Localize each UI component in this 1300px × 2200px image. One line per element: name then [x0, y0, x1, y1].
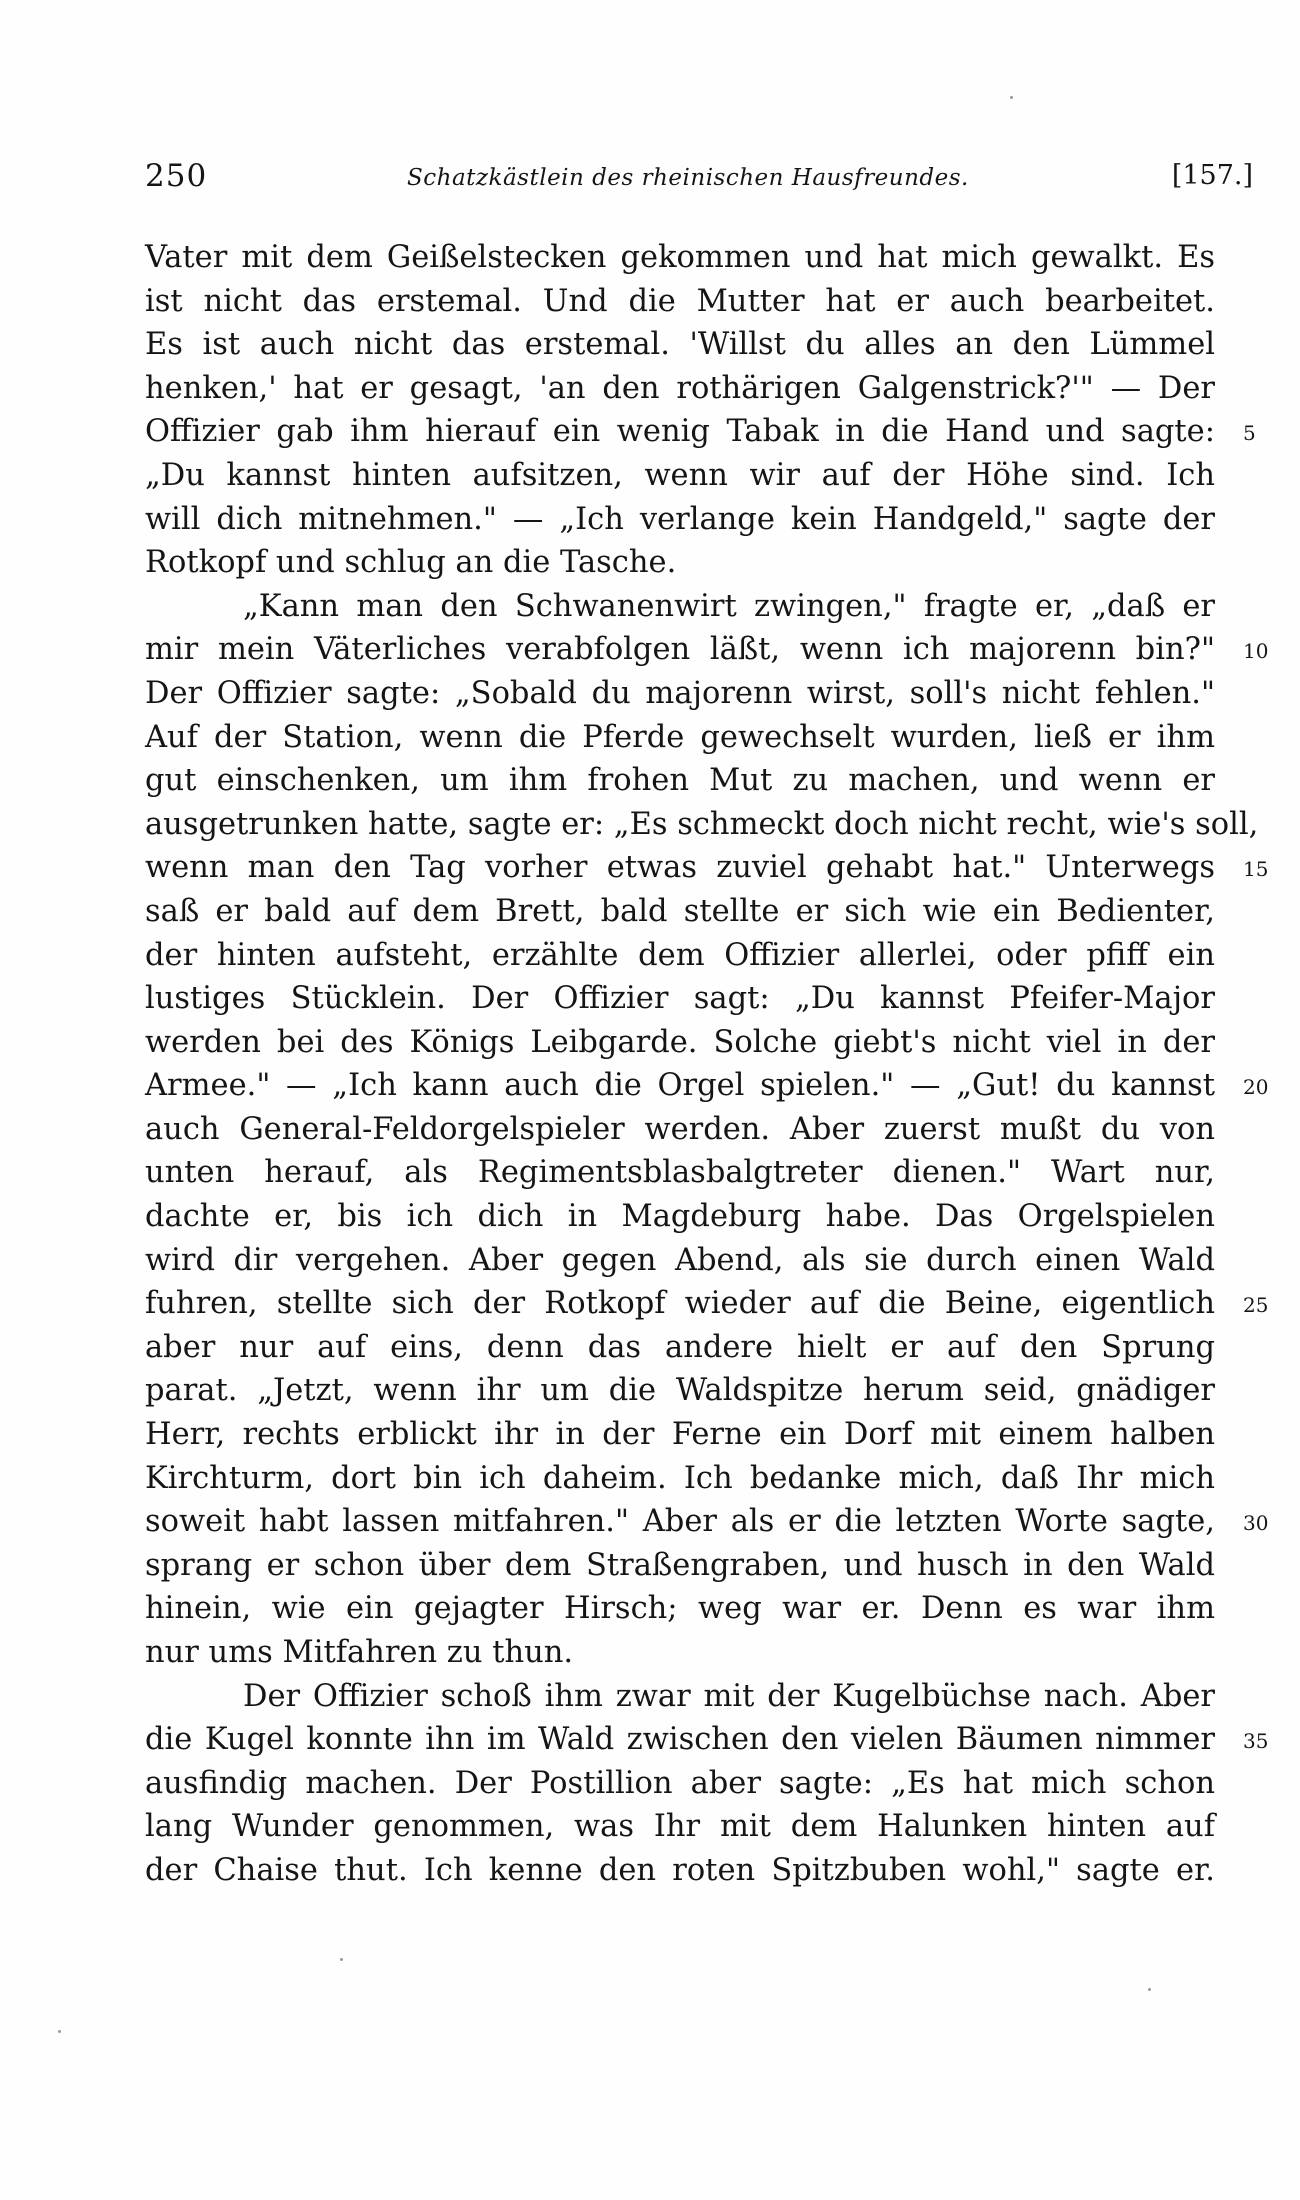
text-line [145, 1544, 1215, 1588]
text-line [145, 280, 1215, 324]
text-line [145, 1413, 1215, 1457]
line-text: Armee." — „Ich kann auch die Orgel spielen." — „Gut! du kannst [145, 1068, 1215, 1104]
text-line [145, 454, 1215, 498]
line-text: gut einschenken, um ihm frohen Mut zu machen, und wenn er [145, 763, 1215, 799]
text-line [145, 1762, 1215, 1806]
text-line [145, 1500, 1269, 1544]
text-line [145, 1675, 1215, 1719]
line-text: ausfindig machen. Der Postillion aber sagte: „Es hat mich schon [145, 1765, 1215, 1801]
line-text: wird dir vergehen. Aber gegen Abend, als sie durch einen Wald [145, 1242, 1215, 1278]
line-text: hinein, wie ein gejagter Hirsch; weg war er. Denn es war ihm [145, 1591, 1215, 1627]
text-line [145, 803, 1259, 847]
line-number: 15 [1243, 857, 1269, 882]
line-number: 20 [1243, 1075, 1269, 1100]
line-text: nur ums Mitfahren zu thun. [145, 1635, 574, 1670]
line-text: parat. „Jetzt, wenn ihr um die Waldspitze herum seid, gnädiger [145, 1373, 1215, 1409]
text-line [145, 1849, 1215, 1893]
text-line [145, 498, 1215, 542]
line-text: Rotkopf und schlug an die Tasche. [145, 545, 677, 581]
line-text: Vater mit dem Geißelstecken gekommen und hat mich gewalkt. Es [145, 240, 1215, 275]
line-text: der hinten aufsteht, erzählte dem Offizier allerlei, oder pfiff ein [145, 937, 1215, 973]
text-line [145, 1151, 1215, 1195]
line-text: die Kugel konnte ihn im Wald zwischen den vielen Bäumen nimmer [145, 1722, 1215, 1758]
line-text: lang Wunder genommen, was Ihr mit dem Halunken hinten auf [145, 1809, 1215, 1845]
line-text: „Du kannst hinten aufsitzen, wenn wir auf der Höhe sind. Ich [145, 457, 1215, 493]
line-text: Auf der Station, wenn die Pferde gewechselt wurden, ließ er ihm [145, 719, 1215, 755]
line-text: mir mein Väterliches verabfolgen läßt, wenn ich majorenn bin?" [145, 632, 1215, 668]
text-line [145, 1457, 1215, 1501]
text-line [145, 716, 1215, 760]
line-text: dachte er, bis ich dich in Magdeburg habe. Das Orgelspielen [145, 1199, 1215, 1235]
line-text: aber nur auf eins, denn das andere hielt er auf den Sprung [145, 1329, 1215, 1365]
line-text: der Chaise thut. Ich kenne den roten Spitzbuben wohl," sagte er. [145, 1852, 1215, 1888]
line-text: Offizier gab ihm hierauf ein wenig Tabak in die Hand und sagte: [145, 414, 1215, 450]
text-line [145, 628, 1269, 672]
line-text: sprang er schon über dem Straßengraben, und husch in den Wald [145, 1547, 1215, 1583]
line-number: 35 [1243, 1729, 1269, 1754]
text-line [145, 1108, 1215, 1152]
text-line [145, 1587, 1215, 1631]
print-speck [1148, 1988, 1151, 1991]
line-number: 25 [1243, 1293, 1269, 1318]
signature-mark: [157.] [1171, 160, 1253, 191]
line-text: Es ist auch nicht das erstemal. 'Willst du alles an den Lümmel [145, 327, 1215, 363]
text-line [145, 585, 1215, 629]
page-number: 250 [145, 158, 208, 194]
line-text: saß er bald auf dem Brett, bald stellte er sich wie ein Bedienter, [145, 893, 1215, 929]
text-line [145, 1326, 1215, 1370]
line-text: werden bei des Königs Leibgarde. Solche giebt's nicht viel in der [145, 1024, 1215, 1060]
text-line [145, 977, 1215, 1021]
page-header [145, 158, 1253, 198]
body-text [145, 236, 1269, 1893]
text-line [145, 1631, 1215, 1675]
line-text: auch General-Feldorgelspieler werden. Aber zuerst mußt du von [145, 1111, 1215, 1147]
text-line [145, 367, 1215, 411]
line-number: 5 [1243, 421, 1256, 446]
line-text: fuhren, stellte sich der Rotkopf wieder auf die Beine, eigentlich [145, 1286, 1215, 1322]
line-number: 30 [1243, 1511, 1269, 1536]
line-text: soweit habt lassen mitfahren." Aber als er die letzten Worte sagte, [145, 1504, 1215, 1540]
line-text: henken,' hat er gesagt, 'an den rothärigen Galgenstrick?'" — Der [145, 370, 1215, 406]
line-text: Kirchturm, dort bin ich daheim. Ich bedanke mich, daß Ihr mich [145, 1460, 1215, 1496]
text-line [145, 1369, 1215, 1413]
text-line [145, 934, 1215, 978]
text-line [145, 1282, 1269, 1326]
text-line [145, 236, 1215, 280]
line-text: ausgetrunken hatte, sagte er: „Es schmeckt doch nicht recht, wie's soll, [145, 806, 1259, 842]
running-title: Schatzkästlein des rheinischen Hausfreundes. [407, 165, 969, 191]
line-text: Der Offizier sagte: „Sobald du majorenn wirst, soll's nicht fehlen." [145, 675, 1215, 711]
line-text: wenn man den Tag vorher etwas zuviel gehabt hat." Unterwegs [145, 850, 1215, 886]
line-text: „Kann man den Schwanenwirt zwingen," fragte er, „daß er [243, 588, 1215, 624]
text-line [145, 1239, 1215, 1283]
print-speck [1010, 96, 1013, 99]
text-line [145, 1064, 1269, 1108]
line-number: 10 [1243, 639, 1269, 664]
line-text: Der Offizier schoß ihm zwar mit der Kugelbüchse nach. Aber [243, 1678, 1215, 1714]
text-line [145, 541, 1215, 585]
line-text: will dich mitnehmen." — „Ich verlange kein Handgeld," sagte der [145, 501, 1215, 537]
line-text: unten herauf, als Regimentsblasbalgtreter dienen." Wart nur, [145, 1155, 1215, 1191]
text-line [145, 1805, 1215, 1849]
line-text: lustiges Stücklein. Der Offizier sagt: „Du kannst Pfeifer-Major [145, 981, 1215, 1017]
text-line [145, 1718, 1269, 1762]
text-line [145, 323, 1215, 367]
print-speck [58, 2030, 61, 2033]
text-line [145, 846, 1269, 890]
text-line [145, 1021, 1215, 1065]
text-line [145, 672, 1215, 716]
line-text: Herr, rechts erblickt ihr in der Ferne ein Dorf mit einem halben [145, 1417, 1215, 1453]
print-speck [340, 1958, 343, 1961]
line-text: ist nicht das erstemal. Und die Mutter hat er auch bearbeitet. [145, 283, 1215, 319]
text-line [145, 410, 1256, 454]
text-line [145, 890, 1215, 934]
text-line [145, 759, 1215, 803]
text-line [145, 1195, 1215, 1239]
